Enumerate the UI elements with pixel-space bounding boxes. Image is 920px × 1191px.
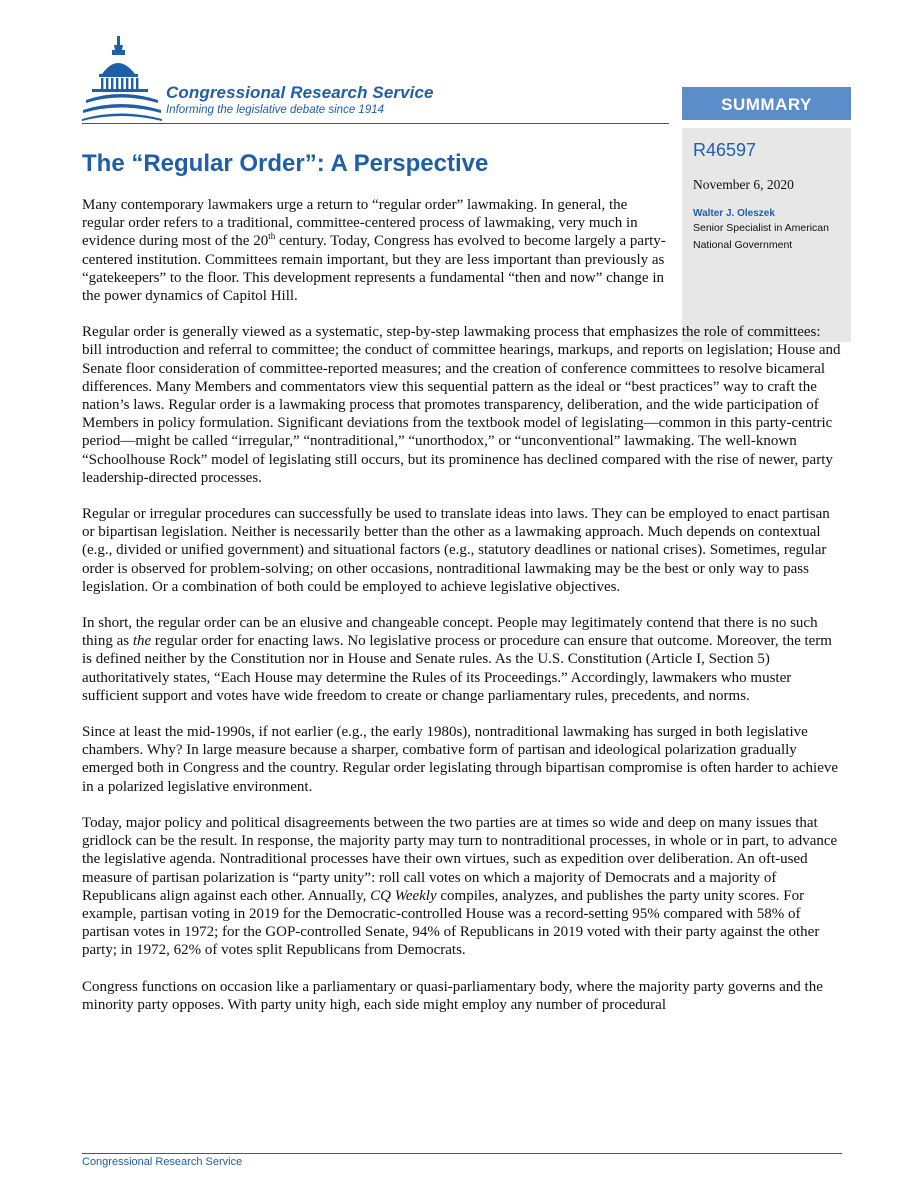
header-divider bbox=[82, 123, 669, 124]
paragraph-2: Regular order is generally viewed as a systematic, step-by-step lawmaking process that emphasizes the role of committees: bill introduction and referral to committee; the conduct of committee hearings, markups, and reports on legislation; House and Senate floor consideration of committee-reported measures; and the creation of conference committees to resolve bicameral differences. Many Members and commentators view this sequential pattern as the ideal or “best practices” way to craft the nation’s laws. Regular order is a lawmaking process that promotes transparency, deliberation, and the wide participation of Members in policy formulation. Significant deviations from the textbook model of legislating—common in this party-centric period—might be called “irregular,” “nontraditional,” “unorthodox,” or “unconventional” lawmaking. The well-known “Schoolhouse Rock” model of legislating still occurs, but its prominence has declined compared with the rise of newer, party leadership-directed processes. bbox=[82, 324, 841, 486]
document-body bbox=[82, 196, 842, 1032]
paragraph-7: Congress functions on occasion like a parliamentary or quasi-parliamentary body, where the majority party governs and the minority party opposes. With party unity high, each side might employ any number of procedural bbox=[82, 978, 823, 1013]
footer-divider bbox=[82, 1153, 842, 1154]
author-name: Walter J. Oleszek bbox=[693, 208, 775, 219]
summary-heading: SUMMARY bbox=[682, 87, 851, 120]
footer-text: Congressional Research Service bbox=[82, 1156, 243, 1168]
org-name: Congressional Research Service bbox=[166, 83, 434, 102]
report-number: R46597 bbox=[693, 140, 757, 160]
paragraph-6: Today, major policy and political disagreements between the two parties are at times so wide and deep on many issues that gridlock can be the result. In response, the majority party may turn to nontraditional processes, in whole or in part, to advance the legislative agenda. Nontraditional processes have their own virtues, such as expedition over deliberation. An oft-used measure of partisan polarization is “party unity”: roll call votes on which a majority of Democrats and a majority of Republicans align against each other. Annually, CQ Weekly compiles, analyzes, and publishes the party unity scores. For example, partisan voting in 2019 for the Democratic-controlled House was a record-setting 95% compared with 58% of partisan votes in 1972; for the GOP-controlled Senate, 94% of Republicans in 2019 voted with their party against the other party; in 1972, 62% of votes split Republicans from Democrats. bbox=[82, 814, 838, 959]
paragraph-4: In short, the regular order can be an elusive and changeable concept. People may legitimately contend that there is no such thing as the regular order for enacting laws. No legislative process or procedure can ensure that outcome. Moreover, the term is defined neither by the Constitution nor in House and Senate rules. As the U.S. Constitution (Article I, Section 5) authoritatively states, “Each House may determine the Rules of its Proceedings.” Accordingly, lawmakers who muster sufficient support and votes have wide freedom to create or change parliamentary rules, precedents, and norms. bbox=[82, 615, 832, 704]
superscript-th: th bbox=[268, 231, 276, 242]
paragraph-1: Many contemporary lawmakers urge a return to “regular order” lawmaking. In general, the regular order refers to a traditional, committee-centered process of lawmaking, very much in evidence during most of the 20th century. Today, Congress has evolved to become largely a party-centered institution. Committees remain important, but they are less important than previously as “gatekeepers” to the floor. This development represents a fundamental “then and now” change in the power dynamics of Capitol Hill. bbox=[82, 197, 666, 305]
paragraph-5: Since at least the mid-1990s, if not earlier (e.g., the early 1980s), nontraditional lawmaking has surged in both legislative chambers. Why? In large measure because a sharper, combative form of partisan and ideological polarization gradually emerged both in Congress and the country. Regular order legislating through bipartisan compromise is often harder to achieve in a polarized legislative environment. bbox=[82, 724, 839, 795]
page-title: The “Regular Order”: A Perspective bbox=[82, 150, 489, 177]
capitol-dome-icon bbox=[82, 34, 164, 122]
author-title: Senior Specialist in American National Government bbox=[693, 222, 829, 251]
org-tagline: Informing the legislative debate since 1914 bbox=[166, 104, 385, 116]
emphasis-the: the bbox=[132, 633, 152, 650]
emphasis-cq-weekly: CQ Weekly bbox=[370, 887, 437, 904]
report-date: November 6, 2020 bbox=[693, 177, 794, 192]
paragraph-3: Regular or irregular procedures can successfully be used to translate ideas into laws. They can be employed to enact partisan or bipartisan legislation. Neither is necessarily better than the other as a lawmaking approach. Much depends on contextual (e.g., divided or unified government) and situational factors (e.g., statutory deadlines or national crises). Sometimes, regular order is observed for problem-solving; on other occasions, nontraditional lawmaking may be the best or only way to pass legislation. Or a combination of both could be employed to achieve legislative objectives. bbox=[82, 506, 830, 595]
crs-logo bbox=[82, 34, 682, 124]
